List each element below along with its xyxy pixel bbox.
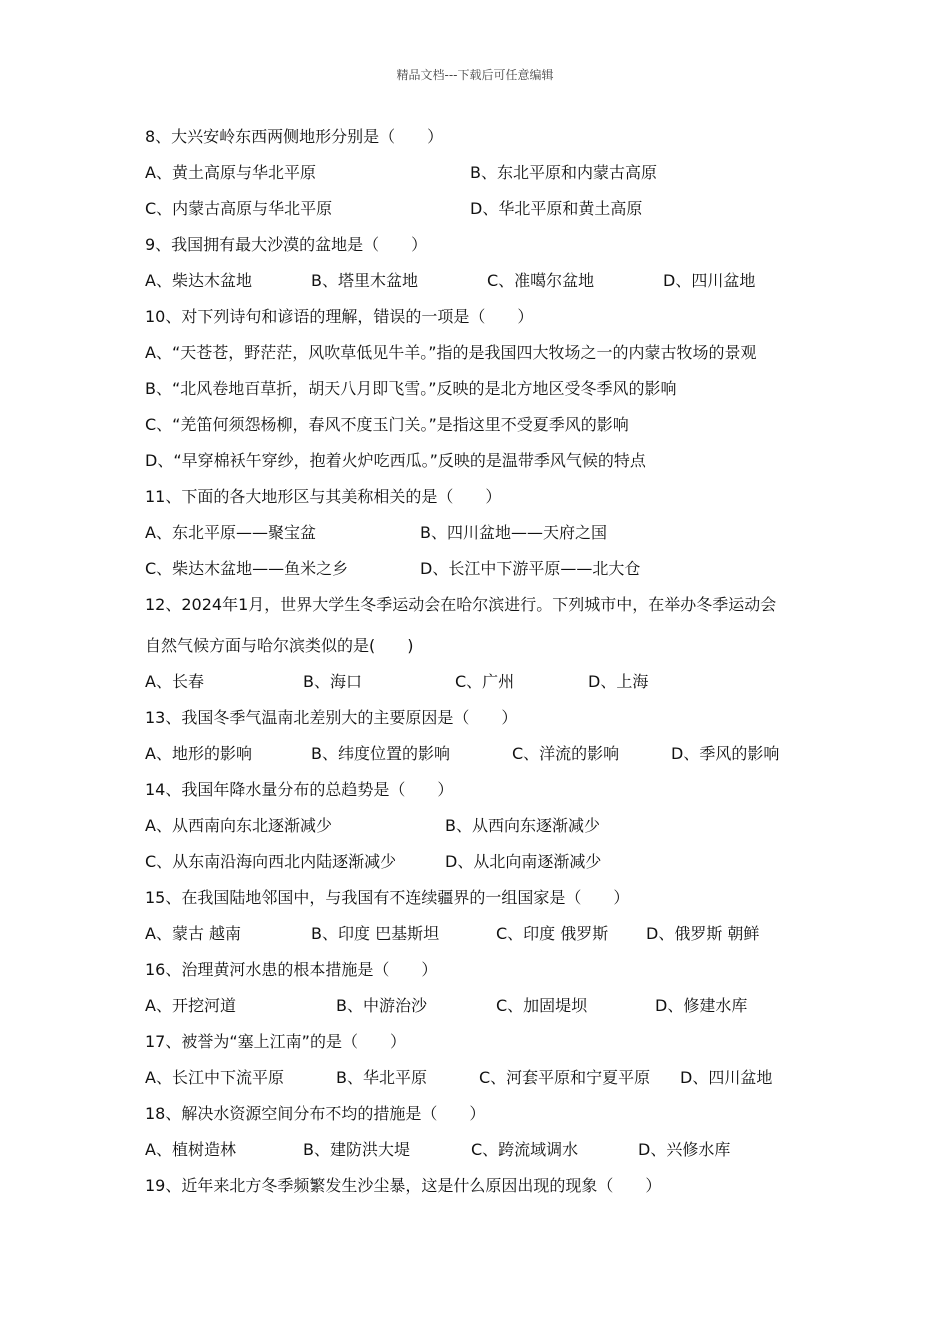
option-16c: C、加固堤坝 (496, 996, 588, 1015)
option-8d: D、华北平原和黄土高原 (470, 199, 643, 218)
option-9d: D、四川盆地 (663, 271, 756, 290)
question-17: 17、被誉为“塞上江南”的是（ ） (145, 1032, 406, 1051)
option-12a: A、长春 (145, 672, 204, 691)
option-15c: C、印度 俄罗斯 (496, 924, 609, 943)
page-header: 精品文档---下载后可任意编辑 (396, 68, 554, 82)
option-17a: A、长江中下流平原 (145, 1068, 284, 1087)
option-18a: A、植树造林 (145, 1140, 236, 1159)
option-11c: C、柴达木盆地——鱼米之乡 (145, 559, 349, 578)
option-12d: D、上海 (588, 672, 649, 691)
option-18d: D、兴修水库 (638, 1140, 731, 1159)
option-13d: D、季风的影响 (671, 744, 780, 763)
option-11b: B、四川盆地——天府之国 (420, 523, 607, 542)
option-15d: D、俄罗斯 朝鲜 (646, 924, 760, 943)
option-9c: C、准噶尔盆地 (487, 271, 595, 290)
option-15a: A、蒙古 越南 (145, 924, 242, 943)
option-10d: D、“早穿棉袄午穿纱，抱着火炉吃西瓜。”反映的是温带季风气候的特点 (145, 451, 646, 470)
option-8a: A、黄土高原与华北平原 (145, 163, 316, 182)
option-18c: C、跨流域调水 (471, 1140, 579, 1159)
option-13a: A、地形的影响 (145, 744, 252, 763)
question-15: 15、在我国陆地邻国中，与我国有不连续疆界的一组国家是（ ） (145, 888, 630, 907)
option-15b: B、印度 巴基斯坦 (311, 924, 440, 943)
option-9a: A、柴达木盆地 (145, 271, 252, 290)
question-12: 12、2024年1月，世界大学生冬季运动会在哈尔滨进行。下列城市中，在举办冬季运动会 (145, 595, 777, 614)
option-11d: D、长江中下游平原——北大仓 (420, 559, 641, 578)
option-9b: B、塔里木盆地 (311, 271, 418, 290)
option-11a: A、东北平原——聚宝盆 (145, 523, 316, 542)
option-14c: C、从东南沿海向西北内陆逐渐减少 (145, 852, 397, 871)
question-8: 8、大兴安岭东西两侧地形分别是（ ） (145, 127, 444, 146)
option-10a: A、“天苍苍，野茫茫，风吹草低见牛羊。”指的是我国四大牧场之一的内蒙古牧场的景观 (145, 343, 757, 362)
option-14b: B、从西向东逐渐减少 (445, 816, 600, 835)
option-16a: A、开挖河道 (145, 996, 236, 1015)
option-13b: B、纬度位置的影响 (311, 744, 450, 763)
question-19: 19、近年来北方冬季频繁发生沙尘暴，这是什么原因出现的现象（ ） (145, 1176, 662, 1195)
question-16: 16、治理黄河水患的根本措施是（ ） (145, 960, 438, 979)
option-8b: B、东北平原和内蒙古高原 (470, 163, 657, 182)
question-11: 11、下面的各大地形区与其美称相关的是（ ） (145, 487, 502, 506)
option-14d: D、从北向南逐渐减少 (445, 852, 602, 871)
question-9: 9、我国拥有最大沙漠的盆地是（ ） (145, 235, 428, 254)
option-14a: A、从西南向东北逐渐减少 (145, 816, 332, 835)
question-14: 14、我国年降水量分布的总趋势是（ ） (145, 780, 454, 799)
option-12c: C、广州 (455, 672, 515, 691)
question-12-continued: 自然气候方面与哈尔滨类似的是( ) (145, 636, 414, 655)
option-16b: B、中游治沙 (336, 996, 427, 1015)
option-17b: B、华北平原 (336, 1068, 427, 1087)
option-17d: D、四川盆地 (680, 1068, 773, 1087)
option-17c: C、河套平原和宁夏平原 (479, 1068, 651, 1087)
option-8c: C、内蒙古高原与华北平原 (145, 199, 333, 218)
question-13: 13、我国冬季气温南北差别大的主要原因是（ ） (145, 708, 518, 727)
question-10: 10、对下列诗句和谚语的理解，错误的一项是（ ） (145, 307, 534, 326)
option-16d: D、修建水库 (655, 996, 748, 1015)
option-13c: C、洋流的影响 (512, 744, 620, 763)
question-18: 18、解决水资源空间分布不均的措施是（ ） (145, 1104, 486, 1123)
option-10b: B、“北风卷地百草折，胡天八月即飞雪。”反映的是北方地区受冬季风的影响 (145, 379, 677, 398)
option-10c: C、“羌笛何须怨杨柳，春风不度玉门关。”是指这里不受夏季风的影响 (145, 415, 629, 434)
option-12b: B、海口 (303, 672, 362, 691)
option-18b: B、建防洪大堤 (303, 1140, 410, 1159)
